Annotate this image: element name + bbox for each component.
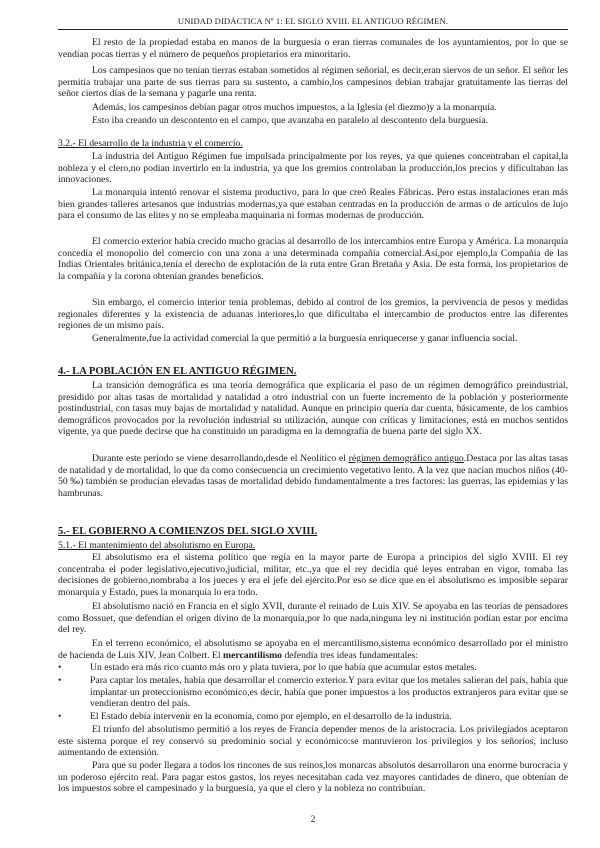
intro-paragraph-1: El resto de la propiedad estaba en manos de la burguesía o eran tierras comunales de los ayuntamientos, por lo que se vendían pocas tierras y el número de pequeños propietarios era minoritario.	[58, 37, 568, 60]
s4-paragraph-2: Durante este periodo se viene desarrollando,desde el Neolítico el régimen demográfico antiguo.Destaca por las altas tasas de natalidad y de mortalidad, lo que da como consecuencia un crecimiento vegetativo lento. A la vez que nacían muchos niños (40-50 ‰) también se producían elevadas tasas de mortalidad debido fundamentalmente a tres factores: las guerras, las epidemias y las hambrunas.	[58, 453, 568, 499]
bullet-item: • Un estado era más rico cuanto más oro y plata tuviera, por lo que había que acumular estos metales.	[58, 662, 477, 673]
section-5-1-heading: 5.1.- El mantenimiento del absolutismo en Europa.	[58, 540, 256, 551]
s5-paragraph-2: El absolutismo nació en Francia en el siglo XVII, durante el reinado de Luis XIV. Se apoyaba en las teorías de pensadores como Bossuet, que defendían el origen divino de la monarquía,por lo que nada,ninguna ley ni institución podían estar por encima del rey.	[58, 601, 568, 636]
s32-paragraph-1: La industria del Antiguo Régimen fue impulsada principalmente por los reyes, ya que quienes concentraban el capital,la nobleza y el clero,no podían invertirlo en la industria, ya que los gremios controlaban la producción,los precios y dificultaban las innovaciones.	[58, 151, 568, 186]
bullet-item: • El Estado debía intervenir en la economía, como por ejemplo, en el desarrollo de la industria.	[58, 711, 452, 722]
bullet-dot-icon: •	[58, 662, 62, 673]
s5-paragraph-5: Para que su poder llegara a todos los rincones de sus reinos,los monarcas absolutos desarrollaron una enorme burocracia y un poderoso ejército real. Para pagar estos gastos, los reyes necesitaban cada vez mayores cantidades de dinero, que obtenían de los impuestos sobre el campesinado y la burguesía, ya que el clero y la nobleza no contribuían.	[58, 760, 568, 795]
header-rule	[58, 29, 568, 30]
s4-paragraph-1: La transición demográfica es una teoría demográfica que explicaría el paso de un régimen demográfico preindustrial, presidido por altas tasas de mortalidad y natalidad a otro industrial con un fuerte incremento de la población y posteriormente postindustrial, con tasas muy bajas de mortalidad y natalidad. Aunque en principio quería dar cuenta, básicamente, de los cambios demográficos provocados por la revolución industrial su utilización, aunque con críticas y limitaciones, está en muchos sentidos vigente, ya que puede decirse que ha constituido un paradigma en la demografía de buena parte del siglo XX.	[58, 380, 568, 438]
s32-paragraph-2: La monarquía intentó renovar el sistema productivo, para lo que creó Reales Fábricas. Pero estas instalaciones eran más bien grandes talleres artesanos que industrias modernas,ya que estaban centradas en la producción de armas o de artículos de lujo para el consumo de las elites y no se empleaba maquinaria ni formas modernas de producción.	[58, 187, 568, 222]
page-number: 2	[310, 814, 316, 825]
page-header: UNIDAD DIDÁCTICA Nº 1: EL SIGLO XVIII. EL ANTIGUO RÉGIMEN.	[177, 16, 449, 26]
s5-paragraph-1: El absolutismo era el sistema político que regía en la mayor parte de Europa a principios del siglo XVIII. El rey concentraba el poder legislativo,ejecutivo,judicial, militar, etc.,ya que el rey decidía qué leyes entraban en vigor, tomaba las decisiones de gobierno,nombraba a los jueces y era el jefe del ejército.Por eso se dice que en el absolutismo es imposible separar monarquía y Estado, pues la monarquía lo era todo.	[58, 552, 568, 598]
section-4-heading: 4.- LA POBLACIÓN EN EL ANTIGUO RÉGIMEN.	[58, 366, 297, 377]
section-5-heading: 5.- EL GOBIERNO A COMIENZOS DEL SIGLO XVIII.	[58, 526, 318, 537]
s5-paragraph-4: El triunfo del absolutismo permitió a los reyes de Francia depender menos de la aristocracia. Los privilegiados aceptaron este sistema porque el rey conservó su predominio social y económico:se mantuvieron los privilegios y los señoríos, incluso aumentando de extensión.	[58, 724, 568, 759]
s5-paragraph-3: En el terreno económico, el absolutismo se apoyaba en el mercantilismo,sistema económico desarrollado por el ministro de hacienda de Luis XIV, Jean Colbert. El mercantilismo defendía tres ideas fundamentales:	[58, 638, 568, 661]
intro-paragraph-2: Los campesinos que no tenían tierras estaban sometidos al régimen señorial, es decir,eran siervos de un señor. El señor les permitía trabajar una parte de sus tierras para su sustento, a cambio,los campesinos debían trabajar gratuitamente las tierras del señor ciertos días de la semana y pagarle una renta.	[58, 65, 568, 100]
intro-paragraph-3: Además, los campesinos debían pagar otros muchos impuestos, a la Iglesia (el diezmo)y a la monarquía.	[92, 102, 497, 113]
s32-paragraph-5: Generalmente,fue la actividad comercial la que permitió a la burguesía enriquecerse y ganar influencia social.	[92, 333, 518, 344]
s32-paragraph-4: Sin embargo, el comercio interior tenía problemas, debido al control de los gremios, la pervivencia de pesos y medidas regionales diferentes y la existencia de aduanas interiores,lo que dificultaba el intercambio de productos entre las diferentes regiones de un mismo país.	[58, 297, 568, 332]
s32-paragraph-3: El comercio exterior había crecido mucho gracias al desarrollo de los intercambios entre Europa y América. La monarquía concedía el monopolio del comercio con una zona a una determinada compañía comercial.Así,por ejemplo,la Compañía de las Indias Orientales británica,tenía el derecho de explotación de la ruta entre Gran Bretaña y Asia. De esta forma, los propietarios de la compañía y la corona obtenían grandes beneficios.	[58, 236, 568, 282]
bullet-item: • Para captar los metales, había que desarrollar el comercio exterior.Y para evitar que los metales salieran del país, había que implantar un proteccionismo económico,es decir, había que poner impuestos a los productos extranjeros para evitar que se vendieran dentro del país.	[58, 675, 568, 710]
bullet-dot-icon: •	[58, 675, 62, 686]
section-3-2-heading: 3.2.- El desarrollo de la industria y el comercio.	[58, 138, 243, 149]
intro-paragraph-4: Esto iba creando un descontento en el campo, que avanzaba en paralelo al descontento dela burguesía.	[92, 115, 489, 126]
bullet-dot-icon: •	[58, 711, 62, 722]
